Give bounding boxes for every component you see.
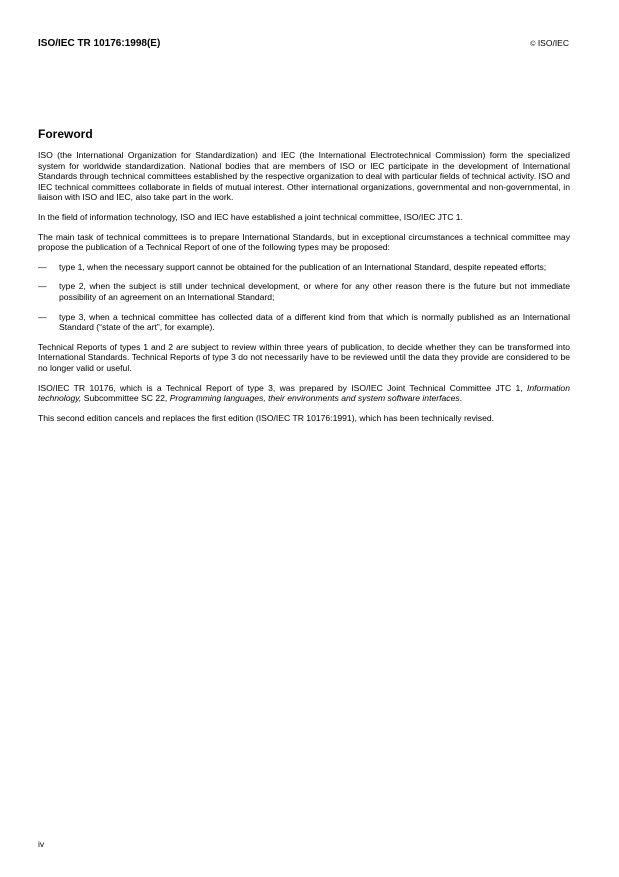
list-item-text: type 2, when the subject is still under technical development, or where for any other reason there is the future but not immediate possibility of an agreement on an International Standard;: [59, 281, 570, 302]
dash-bullet: —: [38, 261, 47, 272]
copyright-text: ISO/IEC: [537, 38, 569, 48]
page-number: iv: [38, 839, 45, 849]
preparation-italic-2: Programming languages, their environments and system software interfaces: [169, 393, 460, 404]
paragraph-main-task: The main task of technical committees is to prepare International Standards, but in exceptional circumstances a technical committee may propose the publication of a Technical Report of one of the following types may be proposed:: [38, 231, 570, 253]
preparation-text-1: ISO/IEC TR 10176, which is a Technical Report of type 3, was prepared by ISO/IEC Joint Technical Committee JTC 1,: [38, 382, 527, 393]
paragraph-intro: ISO (the International Organization for Standardization) and IEC (the International Electrotechnical Commission) form the specialized system for worldwide standardization. National bodies that are members of ISO or IEC participate in the development of International Standards through technical committees established by the respective organization to deal with particular fields of technical activity. ISO and IEC technical committees collaborate in fields of mutual interest. Other international organizations, governmental and non-governmental, in liaison with ISO and IEC, also take part in the work.: [38, 150, 570, 203]
preparation-text-2: Subcommittee SC 22,: [81, 393, 170, 404]
paragraph-jtc1: In the field of information technology, ISO and IEC have established a joint technical committee, ISO/IEC JTC 1.: [38, 211, 463, 222]
preparation-italic-1: Information technology,: [38, 382, 570, 404]
list-item-text: type 1, when the necessary support cannot be obtained for the publication of an International Standard, despite repeated efforts;: [59, 261, 547, 272]
report-types-list: [38, 262, 570, 333]
preparation-text-3: .: [459, 393, 463, 404]
list-item-text: type 3, when a technical committee has collected data of a different kind from that which is normally published as an International Standard (“state of the art”, for example).: [59, 311, 570, 333]
list-item: [38, 312, 570, 333]
paragraph-preparation: [38, 383, 570, 404]
copyright-symbol: ©: [530, 41, 536, 48]
paragraph-review: Technical Reports of types 1 and 2 are subject to review within three years of publication, to decide whether they can be transformed into International Standards. Technical Reports of type 3 do not necessarily have to be reviewed until the data they provide are considered to be no longer valid or useful.: [38, 341, 570, 373]
foreword-section: [38, 127, 570, 432]
dash-bullet: —: [38, 311, 47, 322]
section-title: Foreword: [38, 127, 93, 141]
dash-bullet: —: [38, 281, 47, 292]
copyright-notice: [530, 38, 569, 48]
page-header: [38, 38, 569, 52]
paragraph-edition: This second edition cancels and replaces the first edition (ISO/IEC TR 10176:1991), which has been technically revised.: [38, 412, 495, 423]
list-item: [38, 262, 570, 273]
list-item: [38, 281, 570, 302]
document-id: ISO/IEC TR 10176:1998(E): [38, 38, 161, 49]
